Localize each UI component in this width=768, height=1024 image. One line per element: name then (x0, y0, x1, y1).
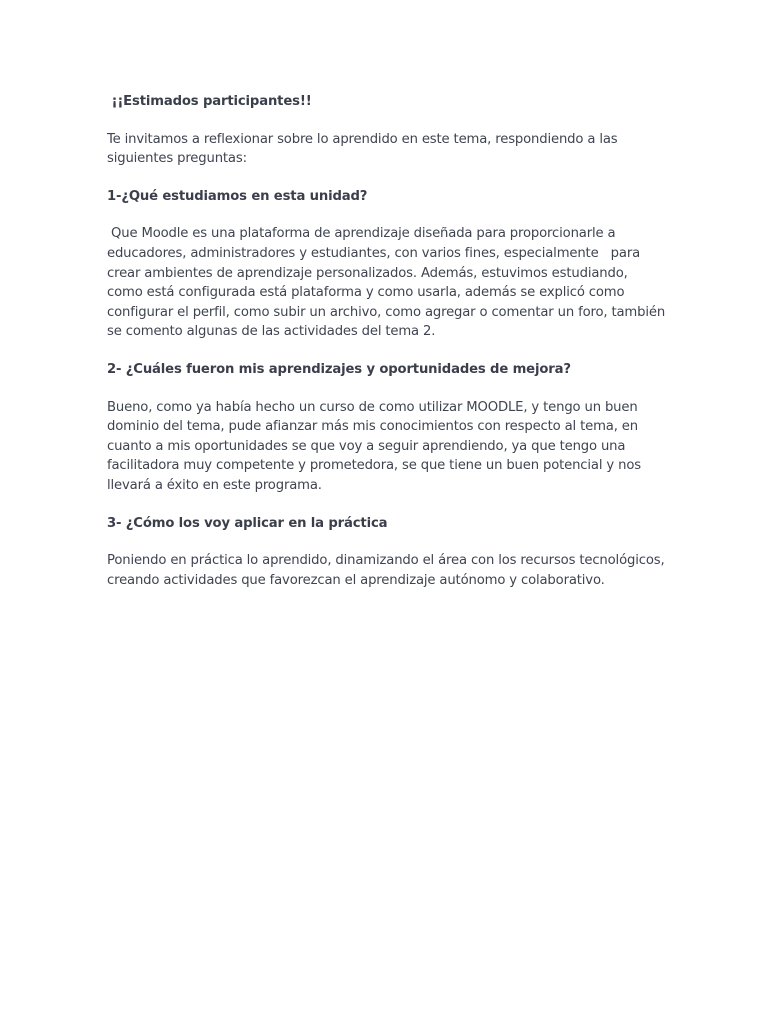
question-2: 2- ¿Cuáles fueron mis aprendizajes y oportunidades de mejora? (107, 361, 571, 377)
answer-1: Que Moodle es una plataforma de aprendizaje diseñada para proporcionarle a educadores, administradores y estudiantes, con varios fines, especialmente para crear ambientes de aprendizaje personalizados. Además, estuvimos estudiando, como está configurada está plataforma y como usarla, además se explicó como configurar el perfil, como subir un archivo, como agregar o comentar un foro, también se comento algunas de las actividades del tema 2. (107, 226, 670, 340)
intro-paragraph: Te invitamos a reflexionar sobre lo aprendido en este tema, respondiendo a las siguientes preguntas: (107, 131, 622, 167)
question-1: 1-¿Qué estudiamos en esta unidad? (107, 188, 368, 204)
greeting-heading: ¡¡Estimados participantes!! (107, 94, 312, 109)
question-3: 3- ¿Cómo los voy aplicar en la práctica (107, 515, 388, 531)
answer-3: Poniendo en práctica lo aprendido, dinamizando el área con los recursos tecnológicos, creando actividades que favorezcan el aprendizaje autónomo y colaborativo. (107, 553, 669, 588)
answer-2: Bueno, como ya había hecho un curso de como utilizar MOODLE, y tengo un buen dominio del tema, pude afianzar más mis conocimientos con respecto al tema, en cuanto a mis oportunidades se que voy a seguir aprendiendo, ya que tengo una facilitadora muy competente y prometedora, se que tiene un buen potencial y nos llevará a éxito en este programa. (107, 399, 646, 493)
document-content (107, 92, 670, 608)
